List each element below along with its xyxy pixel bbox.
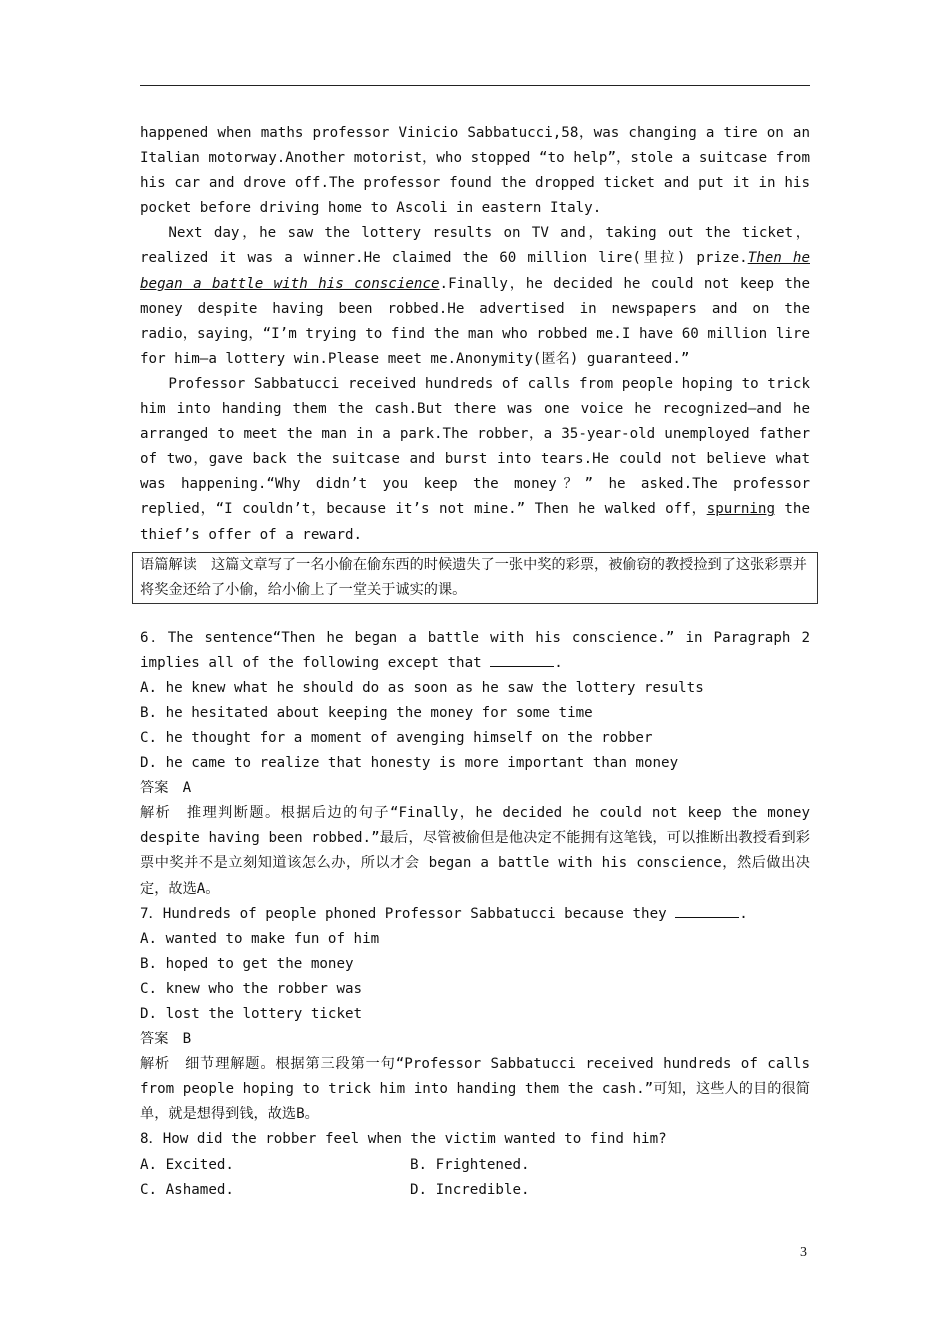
q7-option-b: B. hoped to get the money <box>140 955 354 972</box>
q6-option-c: C. he thought for a moment of avenging himself on the robber <box>140 729 653 746</box>
q7-option-c: C. knew who the robber was <box>140 980 363 997</box>
header-rule <box>140 85 810 86</box>
q8-option-b: B. Frightened. <box>410 1156 530 1173</box>
summary-box: 语篇解读 这篇文章写了一名小偷在偷东西的时候遗失了一张中奖的彩票，被偷窃的教授捡到了这张彩票并将奖金还给了小偷，给小偷上了一堂关于诚实的课。 <box>132 552 818 604</box>
passage-paragraph-2: Next day，he saw the lottery results on TV and，taking out the ticket，realized it was a winner.He claimed the 60 million lire(里拉) prize.Then he began a battle with his conscience.Finally，he decided he could not keep the money despite having been robbed.He advertised in newspapers and on the radio，saying，“I’m trying to find the man who robbed me.I have 60 million lire for him—a lottery win.Please meet me.Anonymity(匿名) guaranteed.” <box>140 225 810 367</box>
q8-option-c: C. Ashamed. <box>140 1181 234 1198</box>
underlined-word: spurning <box>706 501 775 518</box>
page-number: 3 <box>800 1245 807 1260</box>
q6-option-a: A. he knew what he should do as soon as he saw the lottery results <box>140 679 704 696</box>
passage-paragraph-1: happened when maths professor Vinicio Sabbatucci,58，was changing a tire on an Italian motorway.Another motorist，who stopped “to help”，stole a suitcase from his car and drove off.The professor found the dropped ticket and put it in his pocket before driving home to Ascoli in eastern Italy. <box>140 125 810 217</box>
answer-blank <box>675 905 739 918</box>
q8-option-a: A. Excited. <box>140 1156 234 1173</box>
q7-answer: 答案 B <box>140 1031 192 1048</box>
q8-option-d: D. Incredible. <box>410 1181 530 1198</box>
question-6-stem: 6．The sentence“Then he began a battle with his conscience.” in Paragraph 2 implies all of the following except that . <box>140 629 810 671</box>
q8-options-row-2 <box>140 1178 810 1203</box>
page-content <box>140 121 810 1203</box>
question-7-stem: 7．Hundreds of people phoned Professor Sabbatucci because they . <box>140 905 748 922</box>
q6-option-b: B. he hesitated about keeping the money for some time <box>140 704 593 721</box>
q7-analysis: 解析 细节理解题。根据第三段第一句“Professor Sabbatucci received hundreds of calls from people hoping to trick him into handing them the cash.”可知，这些人的目的很简单，就是想得到钱，故选B。 <box>140 1056 810 1123</box>
q8-options-row-1 <box>140 1153 810 1178</box>
q6-option-d: D. he came to realize that honesty is more important than money <box>140 755 679 772</box>
passage-paragraph-3: Professor Sabbatucci received hundreds of calls from people hoping to trick him into handing them the cash.But there was one voice he recognized—and he arranged to meet the man in a park.The robber，a 35-year-old unemployed father of two，gave back the suitcase and burst into tears.He could not believe what was happening.“Why didn’t you keep the money？” he asked.The professor replied，“I couldn’t，because it’s not mine.” Then he walked off，spurning the thief’s offer of a reward. <box>140 375 810 543</box>
q7-option-a: A. wanted to make fun of him <box>140 930 380 947</box>
answer-blank <box>490 654 554 667</box>
q6-analysis: 解析 推理判断题。根据后边的句子“Finally，he decided he could not keep the money despite having been robbed.”最后，尽管被偷但是他决定不能拥有这笔钱，可以推断出教授看到彩票中奖并不是立刻知道该怎么办，所以才会 began a battle with his conscience，然后做出决定，故选A。 <box>140 805 810 897</box>
q7-option-d: D. lost the lottery ticket <box>140 1006 363 1022</box>
question-8-stem: 8．How did the robber feel when the victim wanted to find him? <box>140 1131 667 1148</box>
q6-answer: 答案 A <box>140 780 192 797</box>
underlined-sentence: Then he began a battle with his conscience <box>140 250 810 292</box>
